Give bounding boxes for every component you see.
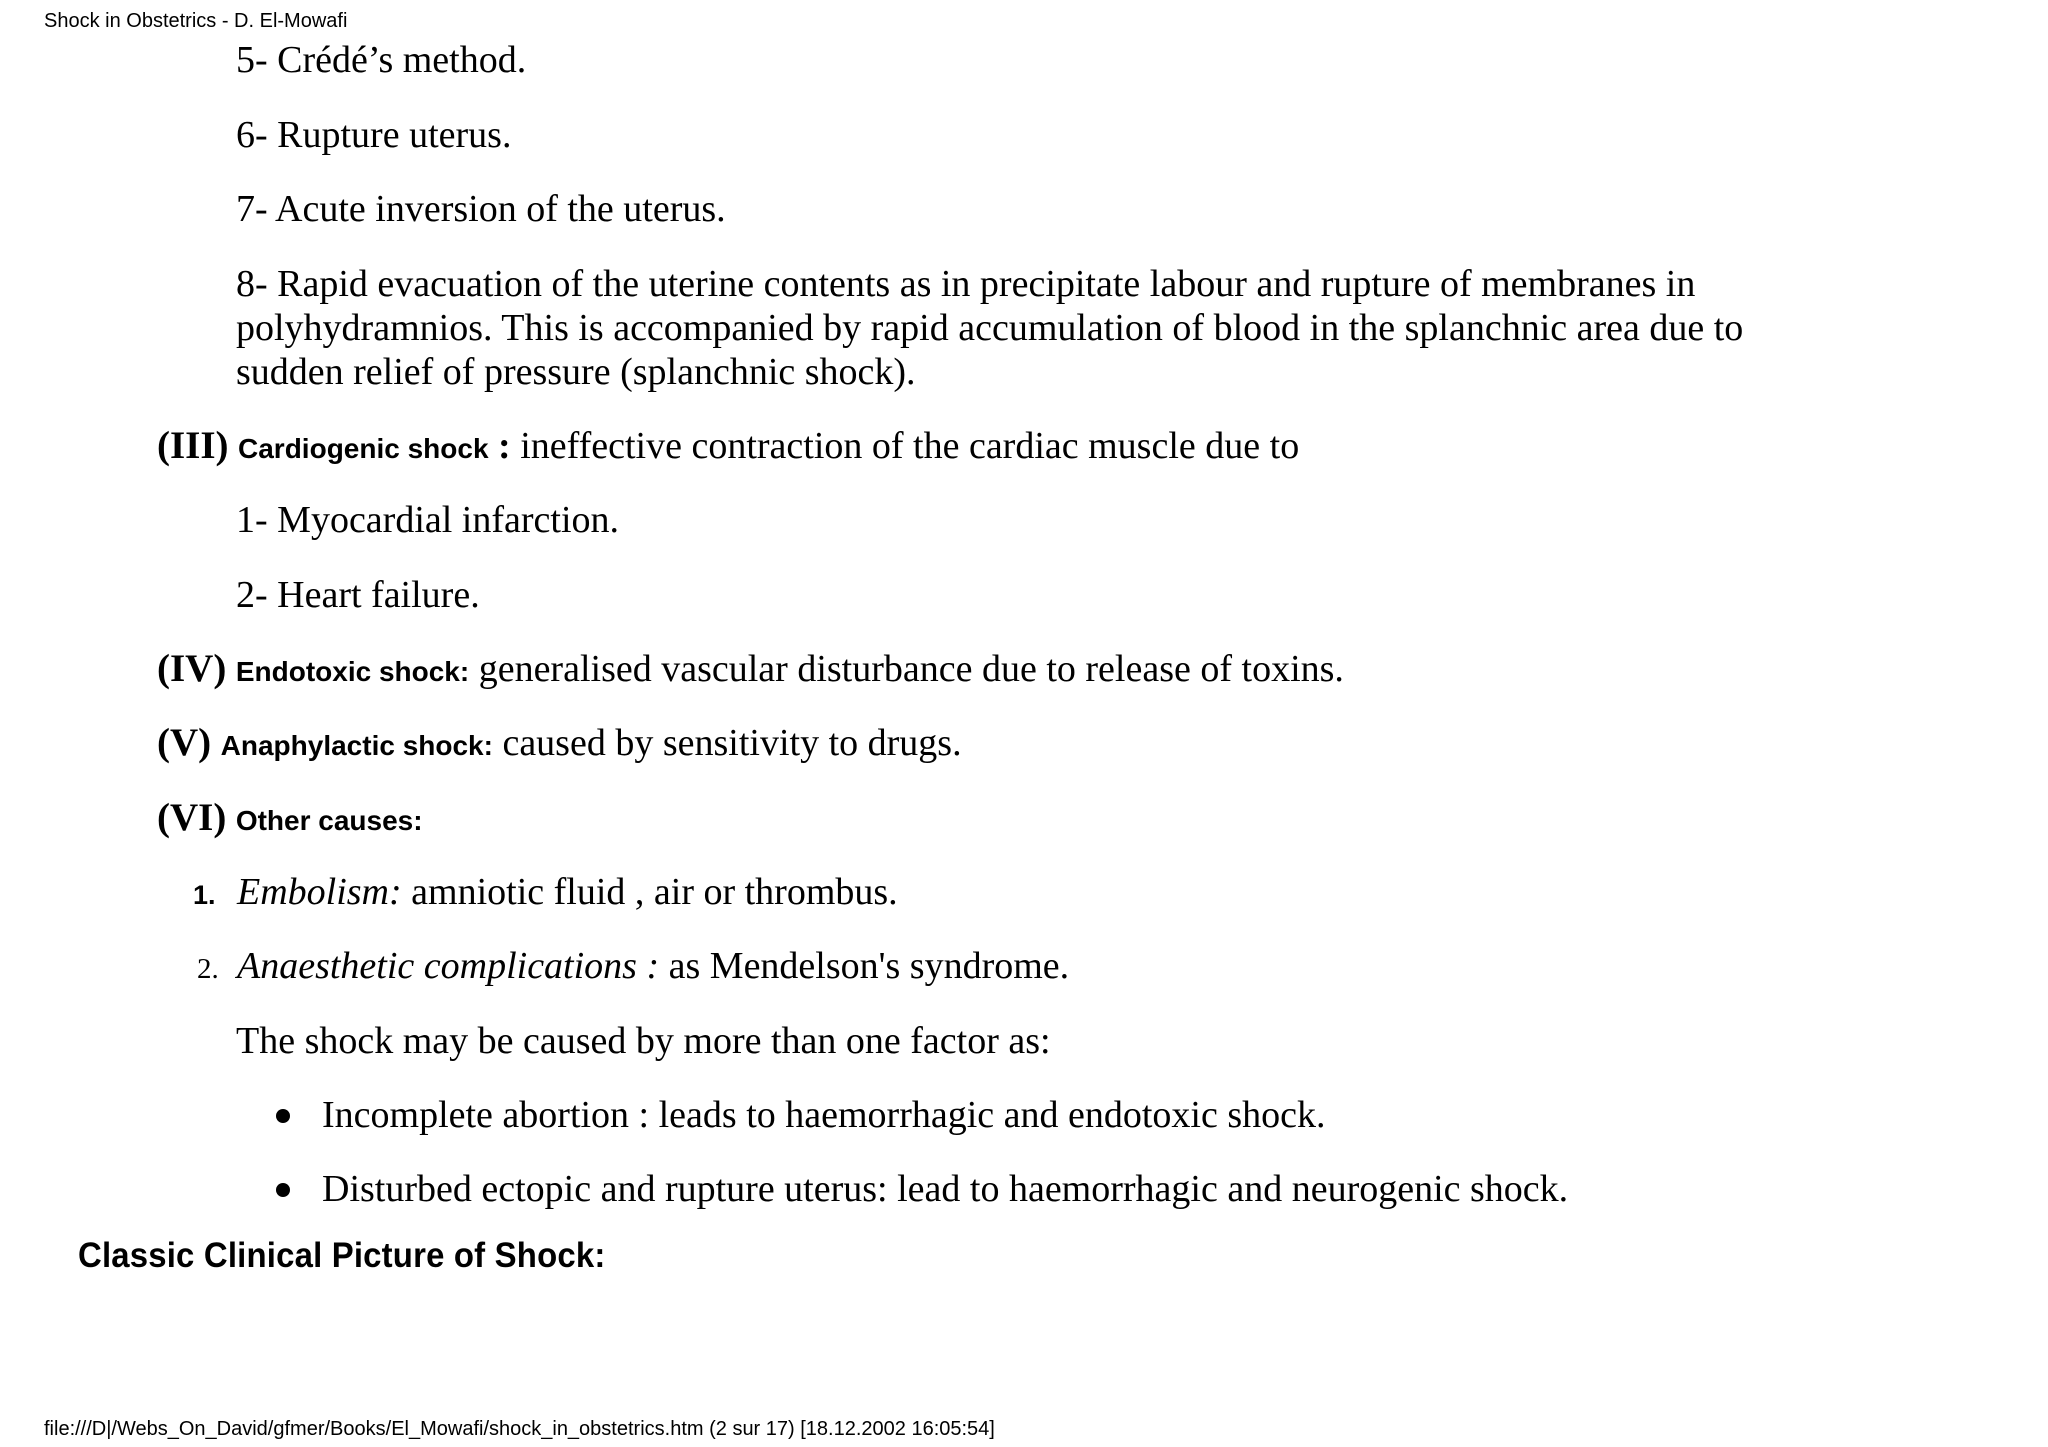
cardiogenic-shock-heading — [157, 424, 1299, 471]
cause-label: Endotoxic shock: — [235, 656, 470, 687]
list-number: 1. — [193, 880, 216, 910]
cause-label: Other causes: — [235, 805, 423, 836]
bullet-icon — [276, 1109, 290, 1123]
list-item-myocardial-infarction: 1- Myocardial infarction. — [236, 499, 620, 541]
cause-description: as Mendelson's syndrome. — [659, 945, 1070, 987]
list-item-credes-method: 5- Crédé’s method. — [236, 39, 527, 81]
bullet-text: Disturbed ectopic and rupture uterus: lead to haemorrhagic and neurogenic shock. — [322, 1168, 1569, 1210]
list-item-acute-inversion: 7- Acute inversion of the uterus. — [236, 188, 726, 230]
list-item-embolism — [193, 870, 898, 917]
cause-description: ineffective contraction of the cardiac muscle due to — [510, 425, 1300, 467]
list-item-heart-failure: 2- Heart failure. — [236, 574, 480, 616]
cause-term: Anaesthetic complications : — [237, 945, 660, 987]
page-footer-path: file:///D|/Webs_On_David/gfmer/Books/El_Mowafi/shock_in_obstetrics.htm (2 sur 17) [18.12.2002 16:05:54] — [44, 1418, 995, 1440]
list-item-rupture-uterus: 6- Rupture uterus. — [236, 114, 512, 156]
page-header-title: Shock in Obstetrics - D. El-Mowafi — [44, 10, 348, 32]
cause-label: Cardiogenic shock — [238, 433, 489, 464]
list-item-anaesthetic-complications — [197, 944, 1069, 991]
bullet-icon — [276, 1183, 290, 1197]
section-title: Classic Clinical Picture of Shock: — [78, 1236, 606, 1275]
paragraph-line: 8- Rapid evacuation of the uterine contents as in precipitate labour and rupture of membranes in — [236, 263, 1696, 305]
other-causes-heading — [157, 796, 423, 843]
cause-term: Embolism: — [237, 871, 402, 913]
multi-factor-intro: The shock may be caused by more than one factor as: — [236, 1020, 1051, 1062]
paragraph-line: sudden relief of pressure (splanchnic shock). — [236, 351, 916, 393]
roman-numeral: (IV) — [157, 647, 227, 690]
endotoxic-shock-heading — [157, 647, 1344, 694]
roman-numeral: (V) — [157, 721, 212, 764]
bullet-item-disturbed-ectopic — [276, 1167, 1568, 1211]
cause-description: caused by sensitivity to drugs. — [492, 722, 962, 764]
list-number: 2. — [197, 953, 219, 985]
bullet-item-incomplete-abortion — [276, 1093, 1326, 1137]
roman-numeral: (VI) — [157, 796, 227, 839]
roman-numeral: (III) — [157, 424, 229, 467]
list-item-rapid-evacuation — [236, 262, 1743, 394]
paragraph-line: polyhydramnios. This is accompanied by rapid accumulation of blood in the splanchnic area due to — [236, 307, 1744, 349]
label-colon: : — [498, 425, 511, 467]
bullet-text: Incomplete abortion : leads to haemorrhagic and endotoxic shock. — [322, 1094, 1326, 1136]
anaphylactic-shock-heading — [157, 721, 962, 768]
cause-label: Anaphylactic shock: — [220, 730, 493, 761]
cause-description: amniotic fluid , air or thrombus. — [401, 871, 898, 913]
cause-description: generalised vascular disturbance due to release of toxins. — [469, 648, 1344, 690]
